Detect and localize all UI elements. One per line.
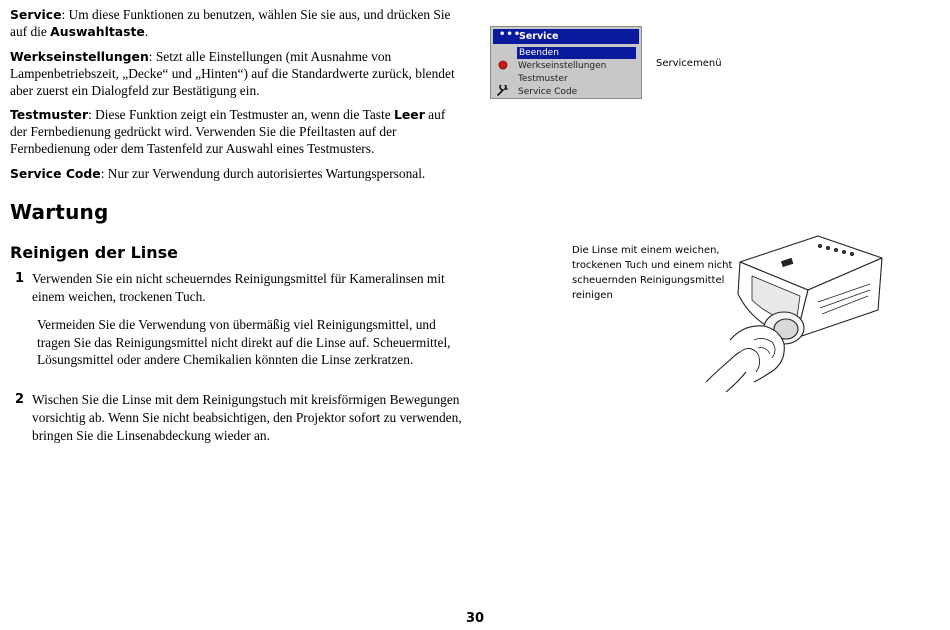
section-heading: Wartung <box>10 200 109 224</box>
service-code-description: Service Code: Nur zur Verwendung durch autorisiertes Wartungspersonal. <box>10 166 426 181</box>
menu-item-beenden: Beenden <box>517 47 636 59</box>
service-description: Service: Um diese Funktionen zu benutzen, wählen Sie sie aus, und drücken Sie auf die Auswahltaste. <box>10 7 451 39</box>
step-2-text: Wischen Sie die Linse mit dem Reinigungstuch mit kreisförmigen Bewegungen vorsichtig ab. Wenn Sie nicht beabsichtigen, den Projektor sofort zu verwenden, bringen Sie die Linsenabdeckung wieder an. <box>32 392 462 443</box>
step-1-number: 1 <box>15 271 25 286</box>
subsection-heading: Reinigen der Linse <box>10 243 179 262</box>
term-testmuster: Testmuster <box>10 107 89 122</box>
testmuster-description: Testmuster: Diese Funktion zeigt ein Testmuster an, wenn die Taste Leer auf der Fernbedienung gedrückt wird. Verwenden Sie die Pfeiltasten auf der Fernbedienung oder dem Tastenfeld zur Auswahl eines Testmusters. <box>10 107 446 156</box>
term-service-code: Service Code <box>10 166 101 181</box>
red-dot-icon <box>498 60 508 70</box>
term-werkseinstellungen: Werkseinstellungen <box>10 49 149 64</box>
service-menu-caption: Servicemenü <box>656 58 722 69</box>
werkseinstellungen-description: Werkseinstellungen: Setzt alle Einstellungen (mit Ausnahme von Lampenbetriebszeit, „Decke“ und „Hinten“) auf die Standardwerte zurück, blendet aber zuerst ein Dialogfeld zur Bestätigung ein. <box>10 49 455 98</box>
term-service: Service <box>10 7 62 22</box>
menu-item-werkseinstellungen: Werkseinstellungen <box>518 61 607 71</box>
wrench-icon <box>497 85 509 96</box>
page-number: 30 <box>465 611 485 626</box>
service-menu-screenshot <box>490 26 642 99</box>
step-2-number: 2 <box>15 392 25 407</box>
menu-item-service-code: Service Code <box>518 87 578 97</box>
projector-cleaning-illustration <box>700 232 890 392</box>
service-menu-titlebar <box>493 29 639 44</box>
menu-dots-icon: ••• <box>499 29 522 40</box>
lens-cleaning-caption: Die Linse mit einem weichen, trockenen Tuch und einem nicht scheuernden Reinigungsmittel reinigen <box>572 245 733 301</box>
service-menu-title: Service <box>519 31 559 42</box>
menu-item-testmuster: Testmuster <box>518 74 568 84</box>
step-1-text: Verwenden Sie ein nicht scheuerndes Reinigungsmittel für Kameralinsen mit einem weichen, trockenen Tuch. <box>32 271 445 304</box>
cleaning-note: Vermeiden Sie die Verwendung von übermäßig viel Reinigungsmittel, und tragen Sie das Reinigungsmittel nicht direkt auf die Linse auf. Scheuermittel, Lösungsmittel oder andere Chemikalien könnten die Linse zerkratzen. <box>37 317 451 367</box>
